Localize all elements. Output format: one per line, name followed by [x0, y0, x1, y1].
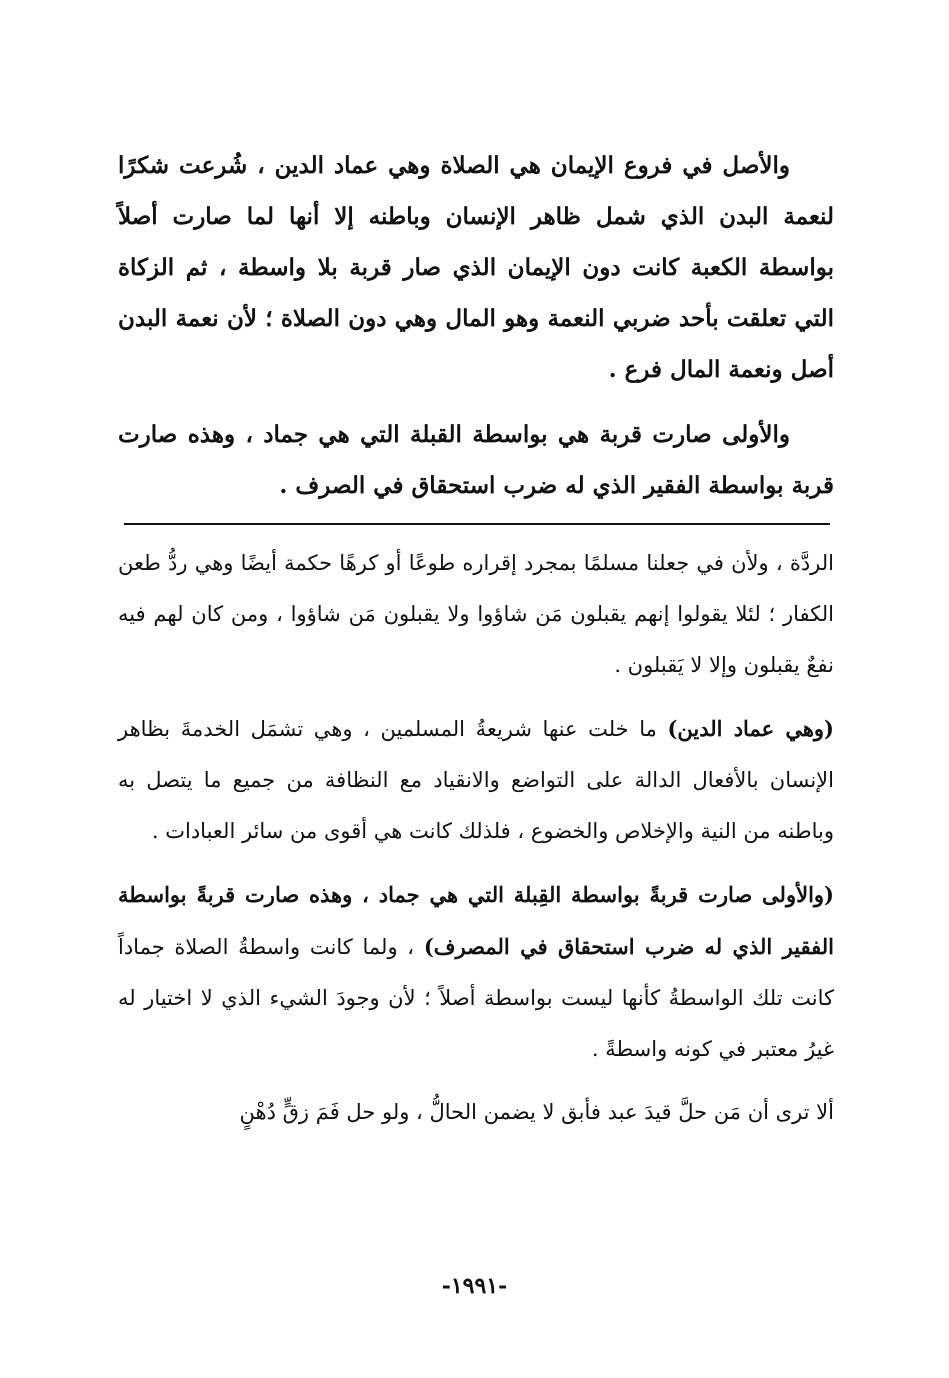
- main-text: [118, 140, 834, 525]
- quoted-matn: (وهي عماد الدين): [667, 716, 834, 741]
- commentary-paragraph-4: ألا ترى أن مَن حلَّ قيدَ عبد فأبق لا يضمن الحالُّ ، ولو حل فَمَ زقٍّ دُهْنٍ: [239, 1100, 834, 1124]
- commentary-section: [118, 538, 834, 1150]
- commentary-paragraph-3: [118, 869, 834, 1075]
- main-paragraph-1: والأصل في فروع الإيمان هي الصلاة وهي عماد الدين ، شُرعت شكرًا لنعمة البدن الذي شمل ظاهر الإنسان وباطنه إلا أنها لما صارت أصلاً بواسطة الكعبة كانت دون الإيمان الذي صار قربة بلا واسطة ، ثم الزكاة التي تعلقت بأحد ضربي النعمة وهو المال وهي دون الصلاة ؛ لأن نعمة البدن أصل ونعمة المال فرع .: [118, 152, 834, 383]
- page-number: -١٩٩١-: [441, 1273, 508, 1299]
- main-paragraph-2: والأولى صارت قربة هي بواسطة القبلة التي هي جماد ، وهذه صارت قربة بواسطة الفقير الذي له ضرب استحقاق في الصرف .: [118, 421, 834, 499]
- commentary-paragraph-2: [118, 703, 834, 857]
- footnote-divider: [124, 523, 830, 525]
- commentary-paragraph-1: الردَّة ، ولأن في جعلنا مسلمًا بمجرد إقراره طوعًا أو كرهًا حكمة أيضًا وهي ردُّ طعن الكفار ؛ لئلا يقولوا إنهم يقبلون مَن شاؤوا ولا يقبلون مَن شاؤوا ، ومن كان لهم فيه نفعٌ يقبلون وإلا لا يَقبلون .: [118, 551, 834, 677]
- commentary-text: ، ولما كانت واسطةُ الصلاة جماداً كانت تلك الواسطةُ كأنها ليست بواسطة أصلاً ؛ لأن وجودَ الشيء الذي لا اختيار له غيرُ معتبر في كونه واسطةً .: [118, 935, 834, 1061]
- quoted-matn: (والأولى صارت قربةً بواسطة القِبلة التي هي جماد ، وهذه صارت قربةً بواسطة الفقير الذي له ضرب استحقاق في المصرف): [118, 882, 834, 959]
- commentary-text: ما خلت عنها شريعةُ المسلمين ، وهي تشمَل الخدمةَ بظاهر الإنسان بالأفعال الدالة على التواضع والانقياد مع النظافة من جميع ما يتصل به وباطنه من النية والإخلاص والخضوع ، فلذلك كانت هي أقوى من سائر العبادات .: [118, 717, 834, 843]
